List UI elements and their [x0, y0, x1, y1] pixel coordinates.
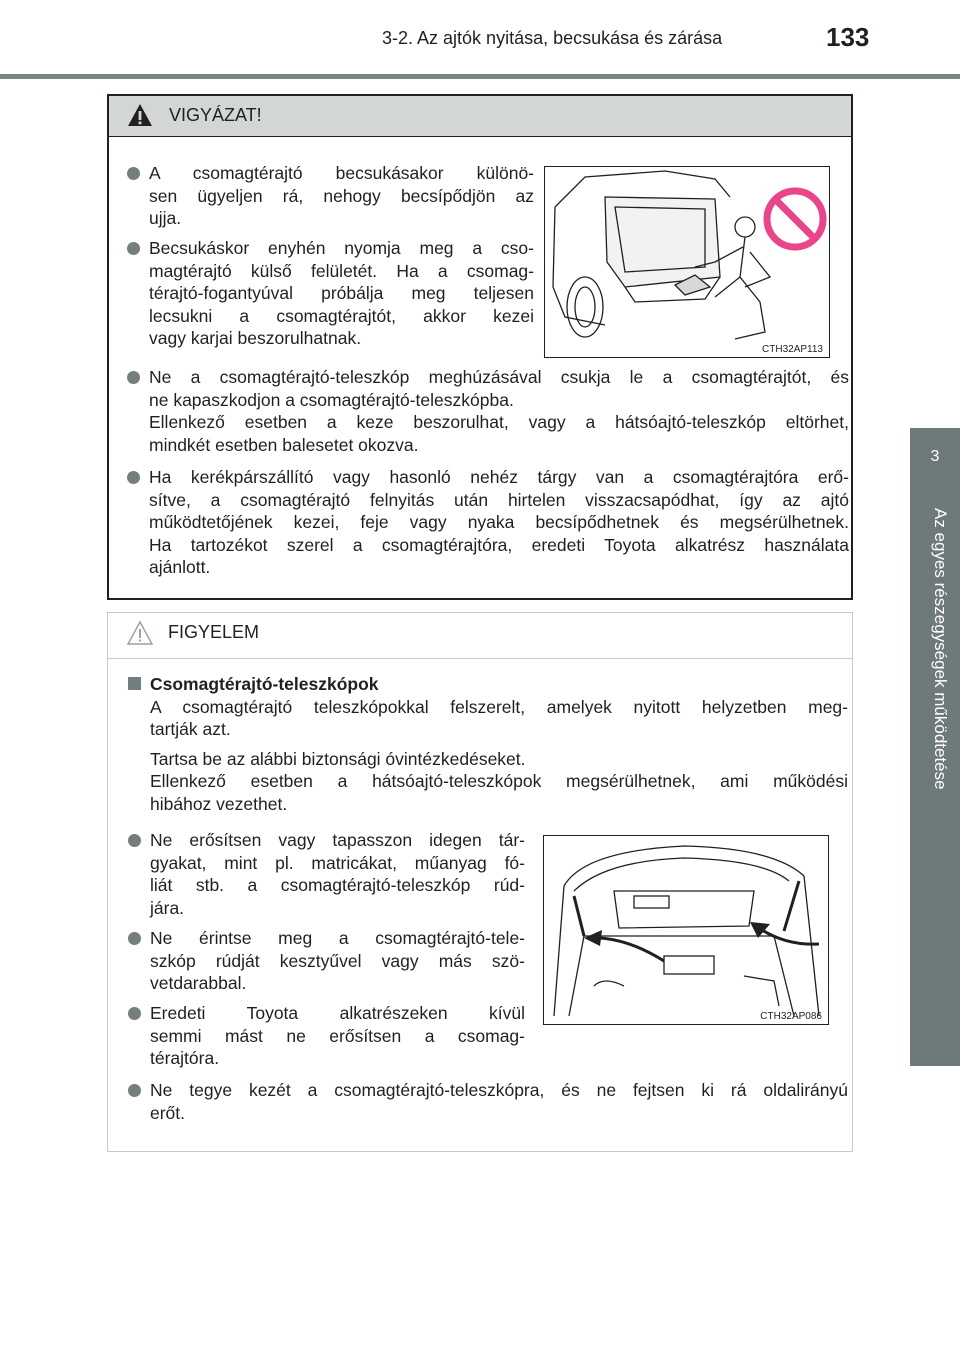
warning-triangle-icon	[127, 103, 153, 132]
warning-bullet-2	[127, 237, 534, 350]
text-line: szkóp rúdját kesztyűvel vagy más szö-	[150, 950, 525, 971]
text-line: hibához vezethet.	[150, 793, 288, 814]
text-line: erőt.	[150, 1102, 186, 1123]
text-line: térajtóra.	[150, 1048, 220, 1068]
text-line: működtetőjének kezei, feje vagy nyaka becsípődhetnek és megsérülhetnek.	[149, 512, 849, 532]
notice-header	[108, 613, 852, 659]
chapter-side-tab	[910, 428, 960, 1066]
text-line: jára.	[150, 897, 185, 918]
bullet-dot	[128, 932, 141, 945]
chapter-number: 3	[930, 448, 940, 465]
figure-code: CTH32AP113	[762, 344, 823, 355]
text-line: térajtó-fogantyúval próbálja meg teljesen	[149, 283, 534, 303]
bullet-dot	[127, 167, 140, 180]
text-line: A csomagtérajtó becsukásakor különö-	[149, 163, 534, 183]
text-line: Ne érintse meg a csomagtérajtó-tele-	[150, 928, 525, 948]
text-line: ujja.	[149, 208, 182, 228]
text-line: A csomagtérajtó teleszkópokkal felszerelt, amelyek nyitott helyzetben meg-	[150, 696, 848, 717]
tailgate-closing-figure	[544, 166, 830, 358]
open-tailgate-struts-illustration	[544, 836, 828, 1024]
notice-title: FIGYELEM	[168, 622, 260, 642]
text-line: Ha kerékpárszállító vagy hasonló nehéz tárgy van a csomagtérajtóra erő-	[149, 467, 849, 487]
section-title: 3-2. Az ajtók nyitása, becsukása és zárása	[382, 28, 723, 48]
bullet-dot	[127, 371, 140, 384]
text-line: ne kapaszkodjon a csomagtérajtó-teleszkópba.	[149, 389, 514, 410]
bullet-dot	[128, 834, 141, 847]
text-line: sítve, a csomagtérajtó felnyitás után hirtelen visszacsapódhat, így az ajtó	[149, 489, 849, 510]
text-line: vetdarabbal.	[150, 973, 247, 993]
text-line: sen ügyeljen rá, nehogy becsípődjön az	[149, 185, 534, 206]
car-tailgate-illustration	[545, 167, 829, 357]
text-line: vagy karjai beszorulhatnak.	[149, 328, 362, 348]
text-line: ajánlott.	[149, 557, 211, 577]
warning-bullet-3	[127, 366, 849, 456]
notice-subheading-block	[128, 673, 848, 815]
text-line: lecsukni a csomagtérajtót, akkor kezei	[149, 305, 534, 326]
notice-bullet-3	[128, 1002, 525, 1070]
text-line: Eredeti Toyota alkatrészeken kívül	[150, 1003, 525, 1023]
text-line: Ne erősítsen vagy tapasszon idegen tár-	[150, 830, 525, 850]
text-line: liát stb. a csomagtérajtó-teleszkóp rúd-	[150, 875, 525, 895]
notice-bullet-2	[128, 927, 525, 995]
warning-bullet-1	[127, 162, 534, 230]
bullet-dot	[127, 471, 140, 484]
bullet-dot	[128, 1007, 141, 1020]
text-line: Ne tegye kezét a csomagtérajtó-teleszkópra, és ne fejtsen ki rá oldalirányú	[150, 1080, 848, 1100]
warning-bullet-4	[127, 466, 849, 579]
text-line: Ne a csomagtérajtó-teleszkóp meghúzásával csukja le a csomagtérajtót, és	[149, 367, 849, 387]
notice-bullet-4	[128, 1079, 848, 1124]
bullet-dot	[127, 242, 140, 255]
text-line: semmi mást ne erősítsen a csomag-	[150, 1025, 525, 1046]
notice-bullet-1	[128, 829, 525, 919]
square-bullet-icon	[128, 677, 141, 690]
text-line: mindkét esetben balesetet okozva.	[149, 434, 419, 455]
prohibited-icon	[767, 191, 823, 247]
tailgate-struts-figure	[543, 835, 829, 1025]
text-line: Tartsa be az alábbi biztonsági óvintézkedéseket.	[150, 748, 526, 769]
page-number: 133	[826, 22, 870, 52]
text-line: Ellenkező esetben a hátsóajtó-teleszkópok megsérülhetnek, ami működési	[150, 771, 848, 791]
text-line: Becsukáskor enyhén nyomja meg a cso-	[149, 238, 534, 258]
text-line: magtérajtó külső felületét. Ha a csomag-	[149, 260, 534, 281]
arrow-left-icon	[584, 930, 664, 961]
figure-code: CTH32AP086	[760, 1011, 822, 1022]
chapter-title: Az egyes részegységek működtetése	[931, 508, 950, 790]
caution-triangle-icon	[126, 620, 154, 651]
bullet-dot	[128, 1084, 141, 1097]
warning-header	[109, 96, 851, 137]
notice-subheading: Csomagtérajtó-teleszkópok	[150, 674, 379, 694]
text-line: tartják azt.	[150, 719, 231, 739]
warning-box	[107, 94, 853, 600]
warning-title: VIGYÁZAT!	[169, 105, 262, 125]
text-line: Ha tartozékot szerel a csomagtérajtóra, eredeti Toyota alkatrész használata	[149, 534, 849, 555]
header-rule	[0, 74, 960, 79]
text-line: gyakat, mint pl. matricákat, műanyag fó-	[150, 852, 525, 873]
notice-box	[107, 612, 853, 1152]
text-line: Ellenkező esetben a keze beszorulhat, vagy a hátsóajtó-teleszkóp eltörhet,	[149, 412, 849, 432]
